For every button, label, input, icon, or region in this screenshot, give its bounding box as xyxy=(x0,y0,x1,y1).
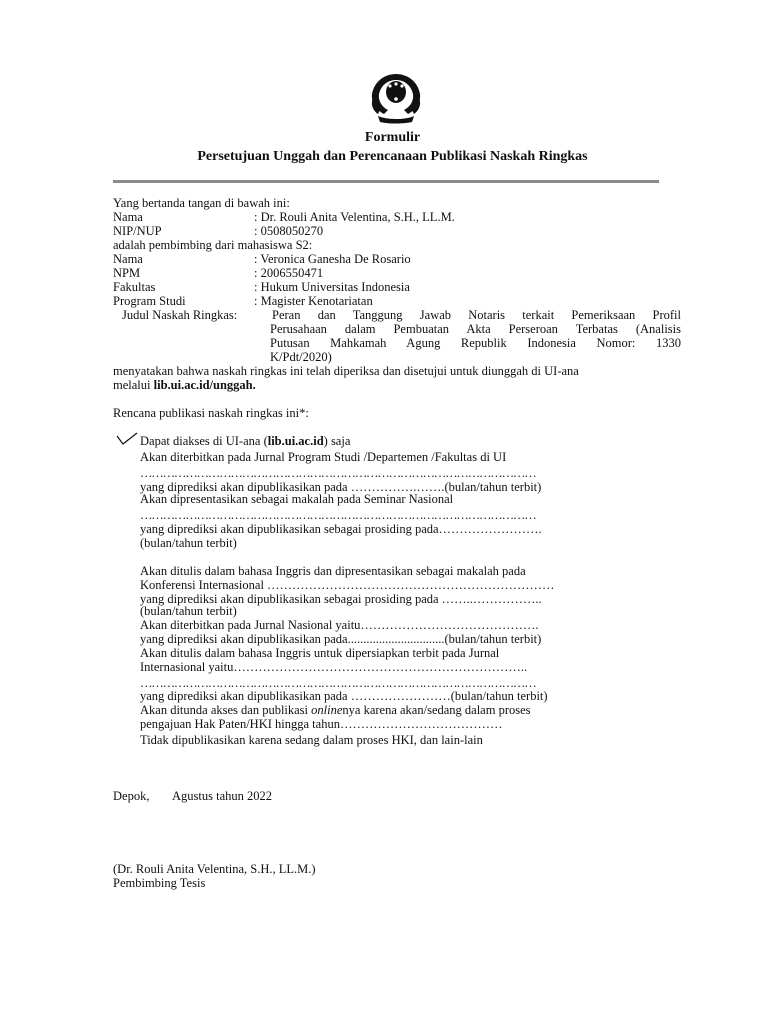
student-program-value: : Magister Kenotariatan xyxy=(254,294,373,308)
option-seminar-dots: …………………………………………………………………………………………… xyxy=(140,508,536,522)
option-jurnal-internasional: Akan ditulis dalam bahasa Inggris untuk dipersiapkan terbit pada Jurnal xyxy=(140,646,500,660)
signature-place: Depok, xyxy=(113,789,150,803)
judul-line-3: Putusan Mahkamah Agung Republik Indonesia Nomor: 1330 xyxy=(270,336,681,350)
option-jurnal-nasional-date: yang diprediksi akan dipublikasikan pada...............................(bulan/tahun terbit) xyxy=(140,632,542,646)
student-npm-label: NPM xyxy=(113,266,141,280)
unggah-link[interactable]: lib.ui.ac.id/unggah. xyxy=(153,378,256,392)
supervisor-nip-label: NIP/NUP xyxy=(113,224,162,238)
student-npm-value: : 2006550471 xyxy=(254,266,324,280)
option-seminar-date: yang diprediksi akan dipublikasikan sebagai prosiding pada……………………. xyxy=(140,522,542,536)
option-konferensi-2: Konferensi Internasional …………………………………………………………… xyxy=(140,578,555,592)
option-ditunda: Akan ditunda akses dan publikasi onlinenya karena akan/sedang dalam proses xyxy=(140,703,531,717)
student-faculty-label: Fakultas xyxy=(113,280,156,294)
student-intro: adalah pembimbing dari mahasiswa S2: xyxy=(113,238,313,252)
option-jurnal-internasional-2: Internasional yaitu…………………………………………………………….. xyxy=(140,660,528,674)
signature-date: Agustus tahun 2022 xyxy=(172,789,272,803)
judul-label: Judul Naskah Ringkas: xyxy=(122,308,238,322)
option-konferensi-date: yang diprediksi akan dipublikasikan sebagai prosiding pada ……..…………….. xyxy=(140,592,542,606)
checkmark-icon xyxy=(116,432,138,446)
option-jurnal-ui: Akan diterbitkan pada Jurnal Program Studi /Departemen /Fakultas di UI xyxy=(140,450,507,464)
supervisor-name-value: : Dr. Rouli Anita Velentina, S.H., LL.M. xyxy=(254,210,455,224)
statement-line-1: menyatakan bahwa naskah ringkas ini telah diperiksa dan disetujui untuk diunggah di UI-ana xyxy=(113,364,579,378)
intro-text: Yang bertanda tangan di bawah ini: xyxy=(113,196,290,210)
judul-line-2: Perusahaan dalam Pembuatan Akta Perseroan Terbatas (Analisis xyxy=(270,322,681,336)
option-jurnal-internasional-date: yang diprediksi akan dipublikasikan pada ……………………(bulan/tahun terbit) xyxy=(140,689,548,703)
option-konferensi: Akan ditulis dalam bahasa Inggris dan dipresentasikan sebagai makalah pada xyxy=(140,564,526,578)
form-subtitle: Persetujuan Unggah dan Perencanaan Publikasi Naskah Ringkas xyxy=(197,149,588,164)
option-jurnal-ui-date: yang diprediksi akan dipublikasikan pada …………….…….(bulan/tahun terbit) xyxy=(140,480,542,494)
title-divider xyxy=(113,180,659,183)
ui-ana-link[interactable]: lib.ui.ac.id xyxy=(267,434,324,448)
student-faculty-value: : Hukum Universitas Indonesia xyxy=(254,280,410,294)
university-logo xyxy=(366,72,426,124)
option-jurnal-ui-dots: …………………………………………………………………………………………… xyxy=(140,466,536,480)
student-name-label: Nama xyxy=(113,252,143,266)
signatory-name: (Dr. Rouli Anita Velentina, S.H., LL.M.) xyxy=(113,862,316,876)
form-title: Formulir xyxy=(364,130,421,145)
option-tidak-dipublikasikan: Tidak dipublikasikan karena sedang dalam proses HKI, dan lain-lain xyxy=(140,733,483,747)
judul-line-4: K/Pdt/2020) xyxy=(270,350,332,364)
option-ui-ana: Dapat diakses di UI-ana (lib.ui.ac.id) saja xyxy=(140,434,351,448)
option-konferensi-date-2: (bulan/tahun terbit) xyxy=(140,604,237,618)
option-ditunda-2: pengajuan Hak Paten/HKI hingga tahun………………………………… xyxy=(140,717,503,731)
supervisor-nip-value: : 0508050270 xyxy=(254,224,324,238)
plan-heading: Rencana publikasi naskah ringkas ini*: xyxy=(113,406,309,420)
student-program-label: Program Studi xyxy=(113,294,186,308)
judul-line-1: Peran dan Tanggung Jawab Notaris terkait Pemeriksaan Profil xyxy=(272,308,681,322)
supervisor-name-label: Nama xyxy=(113,210,143,224)
option-seminar-nasional: Akan dipresentasikan sebagai makalah pada Seminar Nasional xyxy=(140,492,454,506)
statement-line-2: melalui lib.ui.ac.id/unggah. xyxy=(113,378,256,392)
signatory-role: Pembimbing Tesis xyxy=(113,876,206,890)
option-jurnal-nasional: Akan diterbitkan pada Jurnal Nasional yaitu……………………………………. xyxy=(140,618,539,632)
option-seminar-date-2: (bulan/tahun terbit) xyxy=(140,536,237,550)
option-jurnal-internasional-dots: …………………………………………………………………………………………… xyxy=(140,676,536,690)
student-name-value: : Veronica Ganesha De Rosario xyxy=(254,252,411,266)
